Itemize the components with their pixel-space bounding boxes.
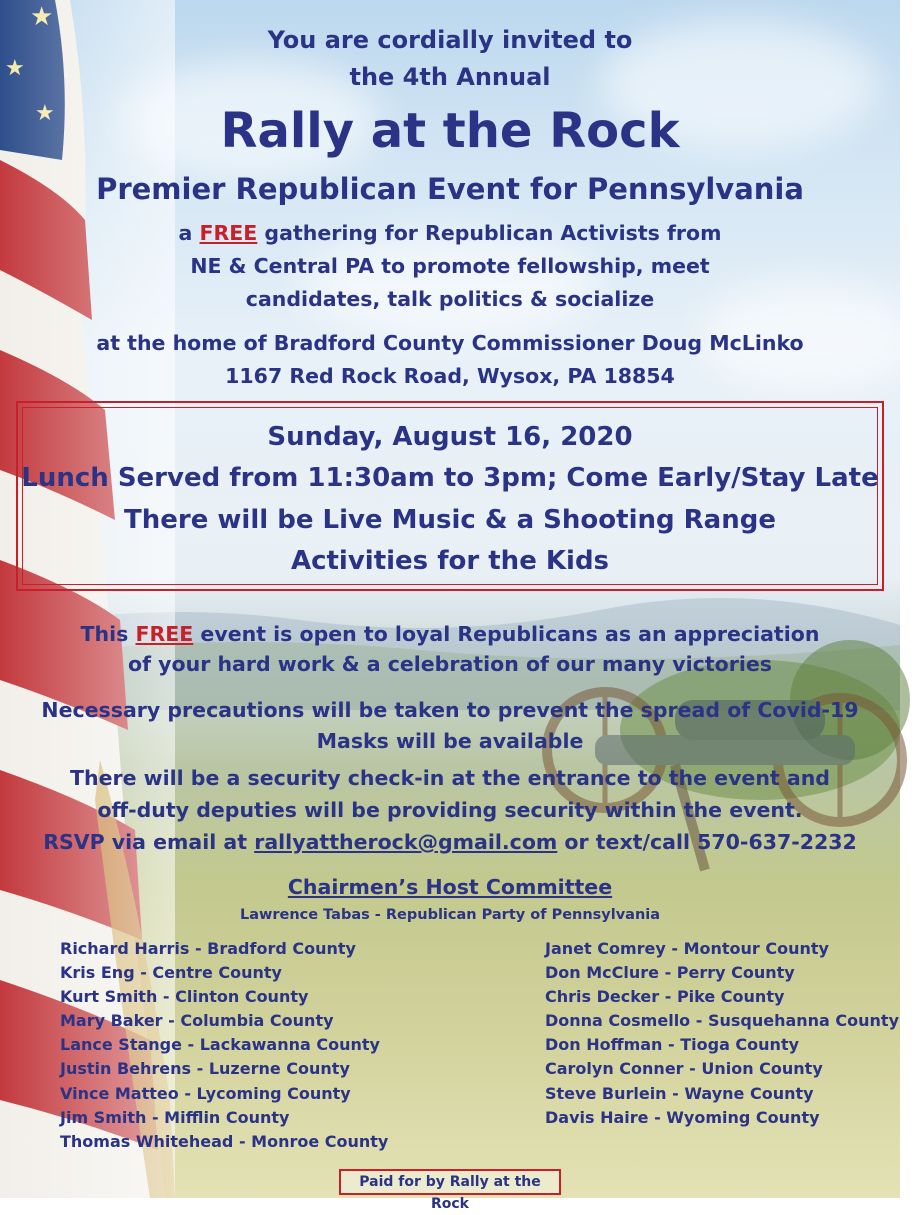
list-item: Vince Matteo - Lycoming County (60, 1083, 351, 1103)
free-highlight-2: FREE (135, 622, 194, 646)
list-item: Don Hoffman - Tioga County (545, 1035, 800, 1055)
kids-activities: Activities for the Kids (290, 546, 610, 576)
desc-prefix: a (178, 221, 200, 245)
event-date: Sunday, August 16, 2020 (267, 422, 633, 452)
list-item: Kurt Smith - Clinton County (60, 987, 309, 1007)
music-range: There will be Live Music & a Shooting Range (124, 505, 776, 535)
committee-list-left (60, 937, 388, 1154)
rsvp-line (0, 827, 900, 857)
list-item: Chris Decker - Pike County (545, 987, 785, 1007)
list-item: Justin Behrens - Luzerne County (60, 1059, 350, 1079)
location-line-1: at the home of Bradford County Commissioner Doug McLinko (96, 331, 804, 355)
location-address: 1167 Red Rock Road, Wysox, PA 18854 (225, 364, 675, 388)
rsvp-prefix: RSVP via email at (43, 830, 255, 854)
free-event-line-1 (0, 619, 900, 649)
covid-line-2: Masks will be available (316, 729, 584, 753)
event-title: Rally at the Rock (220, 103, 680, 159)
lunch-time: Lunch Served from 11:30am to 3pm; Come Early/Stay Late (21, 463, 879, 493)
list-item: Jim Smith - Mifflin County (60, 1107, 290, 1127)
security-line-1: There will be a security check-in at the entrance to the event and (70, 766, 830, 790)
covid-line-1: Necessary precautions will be taken to prevent the spread of Covid-19 (41, 698, 859, 722)
list-item: Don McClure - Perry County (545, 963, 795, 983)
free-suffix: event is open to loyal Republicans as an appreciation (193, 622, 820, 646)
free-event-line-2: of your hard work & a celebration of our many victories (128, 652, 772, 676)
list-item: Davis Haire - Wyoming County (545, 1107, 820, 1127)
description-line-2: NE & Central PA to promote fellowship, meet (190, 254, 710, 278)
list-item: Janet Comrey - Montour County (545, 939, 829, 958)
invite-line-1: You are cordially invited to (267, 26, 633, 54)
description-line-1 (0, 218, 900, 248)
event-subtitle: Premier Republican Event for Pennsylvania (96, 172, 804, 206)
free-highlight: FREE (199, 221, 258, 245)
list-item: Thomas Whitehead - Monroe County (60, 1131, 389, 1151)
desc-suffix: gathering for Republican Activists from (257, 221, 722, 245)
list-item: Richard Harris - Bradford County (60, 939, 356, 958)
list-item: Mary Baker - Columbia County (60, 1011, 334, 1031)
rsvp-email-link[interactable]: rallyattherock@gmail.com (254, 830, 558, 854)
committee-chair: Lawrence Tabas - Republican Party of Pennsylvania (239, 907, 661, 923)
rsvp-phone: or text/call 570-637-2232 (557, 830, 857, 854)
list-item: Steve Burlein - Wayne County (545, 1083, 814, 1103)
description-line-3: candidates, talk politics & socialize (245, 287, 655, 311)
committee-heading: Chairmen’s Host Committee (287, 875, 613, 899)
list-item: Lance Stange - Lackawanna County (60, 1035, 380, 1055)
list-item: Carolyn Conner - Union County (545, 1059, 823, 1079)
free-prefix: This (80, 622, 136, 646)
list-item: Kris Eng - Centre County (60, 963, 282, 983)
invite-line-2: the 4th Annual (349, 63, 551, 91)
security-line-2: off-duty deputies will be providing security within the event. (97, 798, 803, 822)
paid-for-disclaimer: Paid for by Rally at the Rock (339, 1169, 561, 1195)
list-item: Donna Cosmello - Susquehanna County (545, 1011, 900, 1031)
committee-list-right (545, 937, 899, 1130)
